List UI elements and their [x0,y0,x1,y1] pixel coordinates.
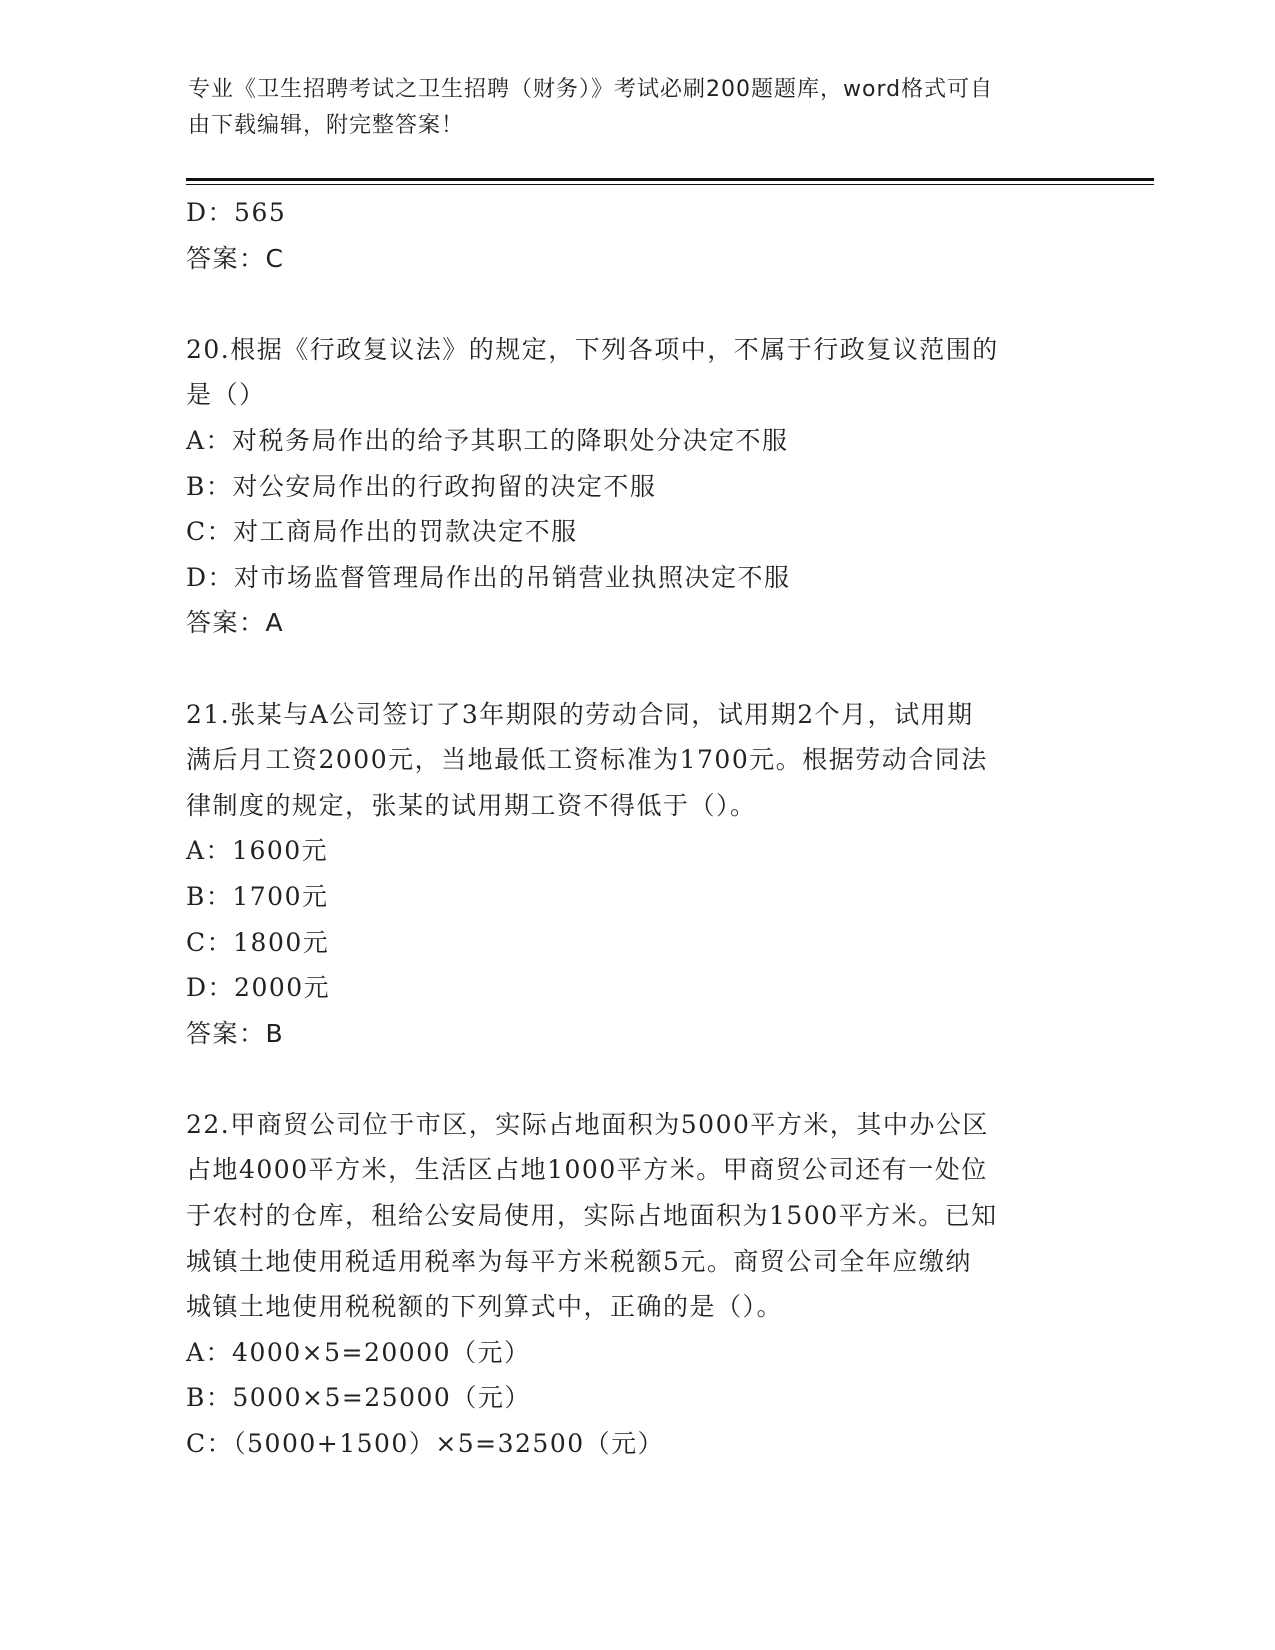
question-stem-line: 城镇土地使用税税额的下列算式中，正确的是（）。 [186,1292,784,1322]
option-d: D：对市场监督管理局作出的吊销营业执照决定不服 [186,562,791,592]
question-stem-line: 20.根据《行政复议法》的规定，下列各项中，不属于行政复议范围的 [186,334,999,364]
question-20 [186,327,1086,646]
question-21 [186,692,1086,1057]
option-a: A：1600元 [186,836,329,866]
question-stem-line: 于农村的仓库，租给公安局使用，实际占地面积为1500平方米。已知 [186,1201,998,1231]
question-stem-line: 22.甲商贸公司位于市区，实际占地面积为5000平方米，其中办公区 [186,1109,989,1139]
spacer [186,1056,1086,1102]
question-stem-line: 城镇土地使用税适用税率为每平方米税额5元。商贸公司全年应缴纳 [186,1246,972,1276]
prev-option-d: D：565 [186,198,287,227]
question-list [186,190,1086,1467]
document-header [188,72,1068,144]
question-stem-line: 满后月工资2000元，当地最低工资标准为1700元。根据劳动合同法 [186,745,988,775]
answer: 答案：A [186,608,285,638]
option-c: C：对工商局作出的罚款决定不服 [186,517,578,547]
question-22 [186,1102,1086,1467]
answer: 答案：B [186,1018,285,1048]
option-b: B：1700元 [186,881,329,911]
option-a: A：4000×5=20000（元） [186,1337,531,1367]
header-line-1: 专业《卫生招聘考试之卫生招聘（财务）》考试必刷200题题库，word格式可自 [188,77,994,102]
spacer [186,646,1086,692]
option-c: C：（5000+1500）×5=32500（元） [186,1429,665,1459]
option-b: B：对公安局作出的行政拘留的决定不服 [186,471,657,501]
header-rule-thin [186,184,1154,185]
option-c: C：1800元 [186,927,330,957]
question-stem-line: 占地4000平方米，生活区占地1000平方米。甲商贸公司还有一处位 [186,1155,988,1185]
question-stem-line: 21.张某与A公司签订了3年期限的劳动合同，试用期2个月，试用期 [186,699,974,729]
header-line-2: 由下载编辑，附完整答案！ [188,113,465,138]
header-rule-thick [186,178,1154,181]
spacer [186,281,1086,327]
prev-answer: 答案：C [186,243,285,273]
option-d: D：2000元 [186,973,331,1003]
question-stem-line: 是（） [186,380,266,410]
option-a: A：对税务局作出的给予其职工的降职处分决定不服 [186,425,789,455]
option-b: B：5000×5=25000（元） [186,1383,531,1413]
question-stem-line: 律制度的规定，张某的试用期工资不得低于（）。 [186,790,757,820]
